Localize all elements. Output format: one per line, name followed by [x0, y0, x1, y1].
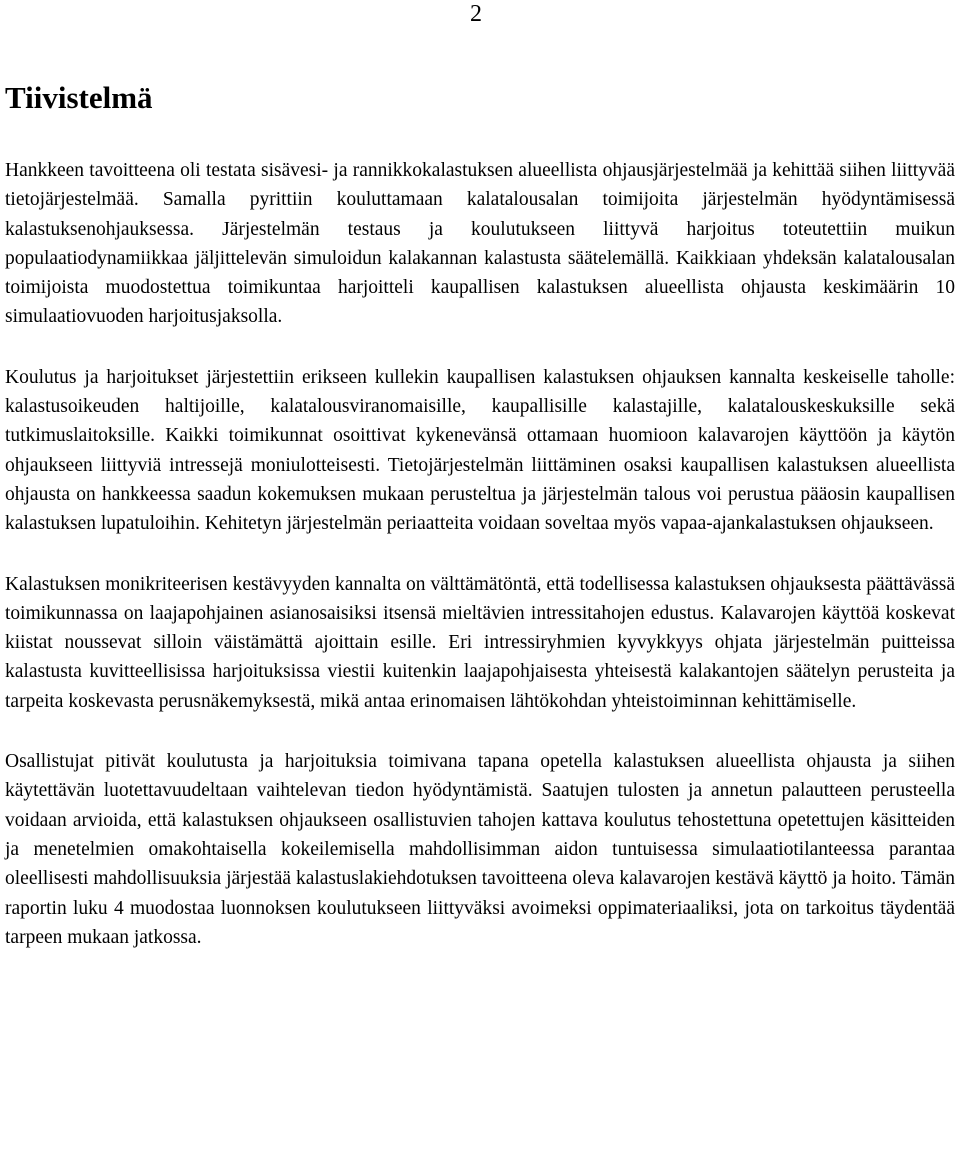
- paragraph-4: Osallistujat pitivät koulutusta ja harjoituksia toimivana tapana opetella kalastuksen alueellista ohjausta ja siihen käytettävän luotettavuudeltaan vaihtelevan tiedon hyödyntämistä. Saatujen tulosten ja annetun palautteen perusteella voidaan arvioida, että kalastuksen ohjaukseen osallistuvien tahojen kattava koulutus tehostettuna opetettujen käsitteiden ja menetelmien omakohtaisella kokeilemisella mahdollisimman aidon tuntuisessa simulaatiotilanteessa parantaa oleellisesti mahdollisuuksia järjestää kalastuslakiehdotuksen tavoitteena oleva kalavarojen kestävä käyttö ja hoito. Tämän raportin luku 4 muodostaa luonnoksen koulutukseen liittyväksi avoimeksi oppimateriaaliksi, jota on tarkoitus täydentää tarpeen mukaan jatkossa.: [5, 751, 955, 948]
- page-title: Tiivistelmä: [5, 80, 153, 115]
- paragraph-2: Koulutus ja harjoitukset järjestettiin erikseen kullekin kaupallisen kalastuksen ohjauksen kannalta keskeiselle taholle: kalastusoikeuden haltijoille, kalatalousviranomaisille, kaupallisille kalastajille, kalatalouskeskuksille sekä tutkimuslaitoksille. Kaikki toimikunnat osoittivat kykenevänsä ottamaan huomioon kalavarojen käyttöön ja käytön ohjaukseen liittyviä intressejä moniulotteisesti. Tietojärjestelmän liittäminen osaksi kaupallisen kalastuksen alueellista ohjausta on hankkeessa saadun kokemuksen mukaan perusteltua ja järjestelmän talous voi perustua pääosin kaupallisen kalastuksen lupatuloihin. Kehitetyn järjestelmän periaatteita voidaan soveltaa myös vapaa-ajankalastuksen ohjaukseen.: [5, 366, 955, 535]
- page-number: 2: [470, 1, 482, 27]
- paragraph-1: Hankkeen tavoitteena oli testata sisävesi- ja rannikkokalastuksen alueellista ohjausjärjestelmää ja kehittää siihen liittyvää tietojärjestelmää. Samalla pyrittiin kouluttamaan kalatalousalan toimijoita järjestelmän hyödyntämisessä kalastuksenohjauksessa. Järjestelmän testaus ja koulutukseen liittyvä harjoitus toteutettiin muikun populaatiodynamiikkaa jäljittelevän simuloidun kalakannan kalastusta säätelemällä. Kaikkiaan yhdeksän kalatalousalan toimijoista muodostettua toimikuntaa harjoitteli kaupallisen kalastuksen alueellista ohjausta keskimäärin 10 simulaatiovuoden harjoitusjaksolla.: [5, 160, 955, 328]
- document-body: [5, 78, 955, 983]
- paragraph-3: Kalastuksen monikriteerisen kestävyyden kannalta on välttämätöntä, että todellisessa kalastuksen ohjauksesta päättävässä toimikunnassa on laajapohjainen asianosaisiksi itsensä mieltävien intressitahojen edustus. Kalavarojen käyttöä koskevat kiistat noussevat silloin väistämättä ajoittain esille. Eri intressiryhmien kyvykkyys ohjata järjestelmän puitteissa kalastusta kuvitteellisissa harjoituksissa viestii kuitenkin laajapohjaisesta yhteisestä kalakantojen säätelyn perusteita ja tarpeita koskevasta perusnäkemyksestä, mikä antaa erinomaisen lähtökohdan yhteistoiminnan kehittämiselle.: [5, 573, 955, 712]
